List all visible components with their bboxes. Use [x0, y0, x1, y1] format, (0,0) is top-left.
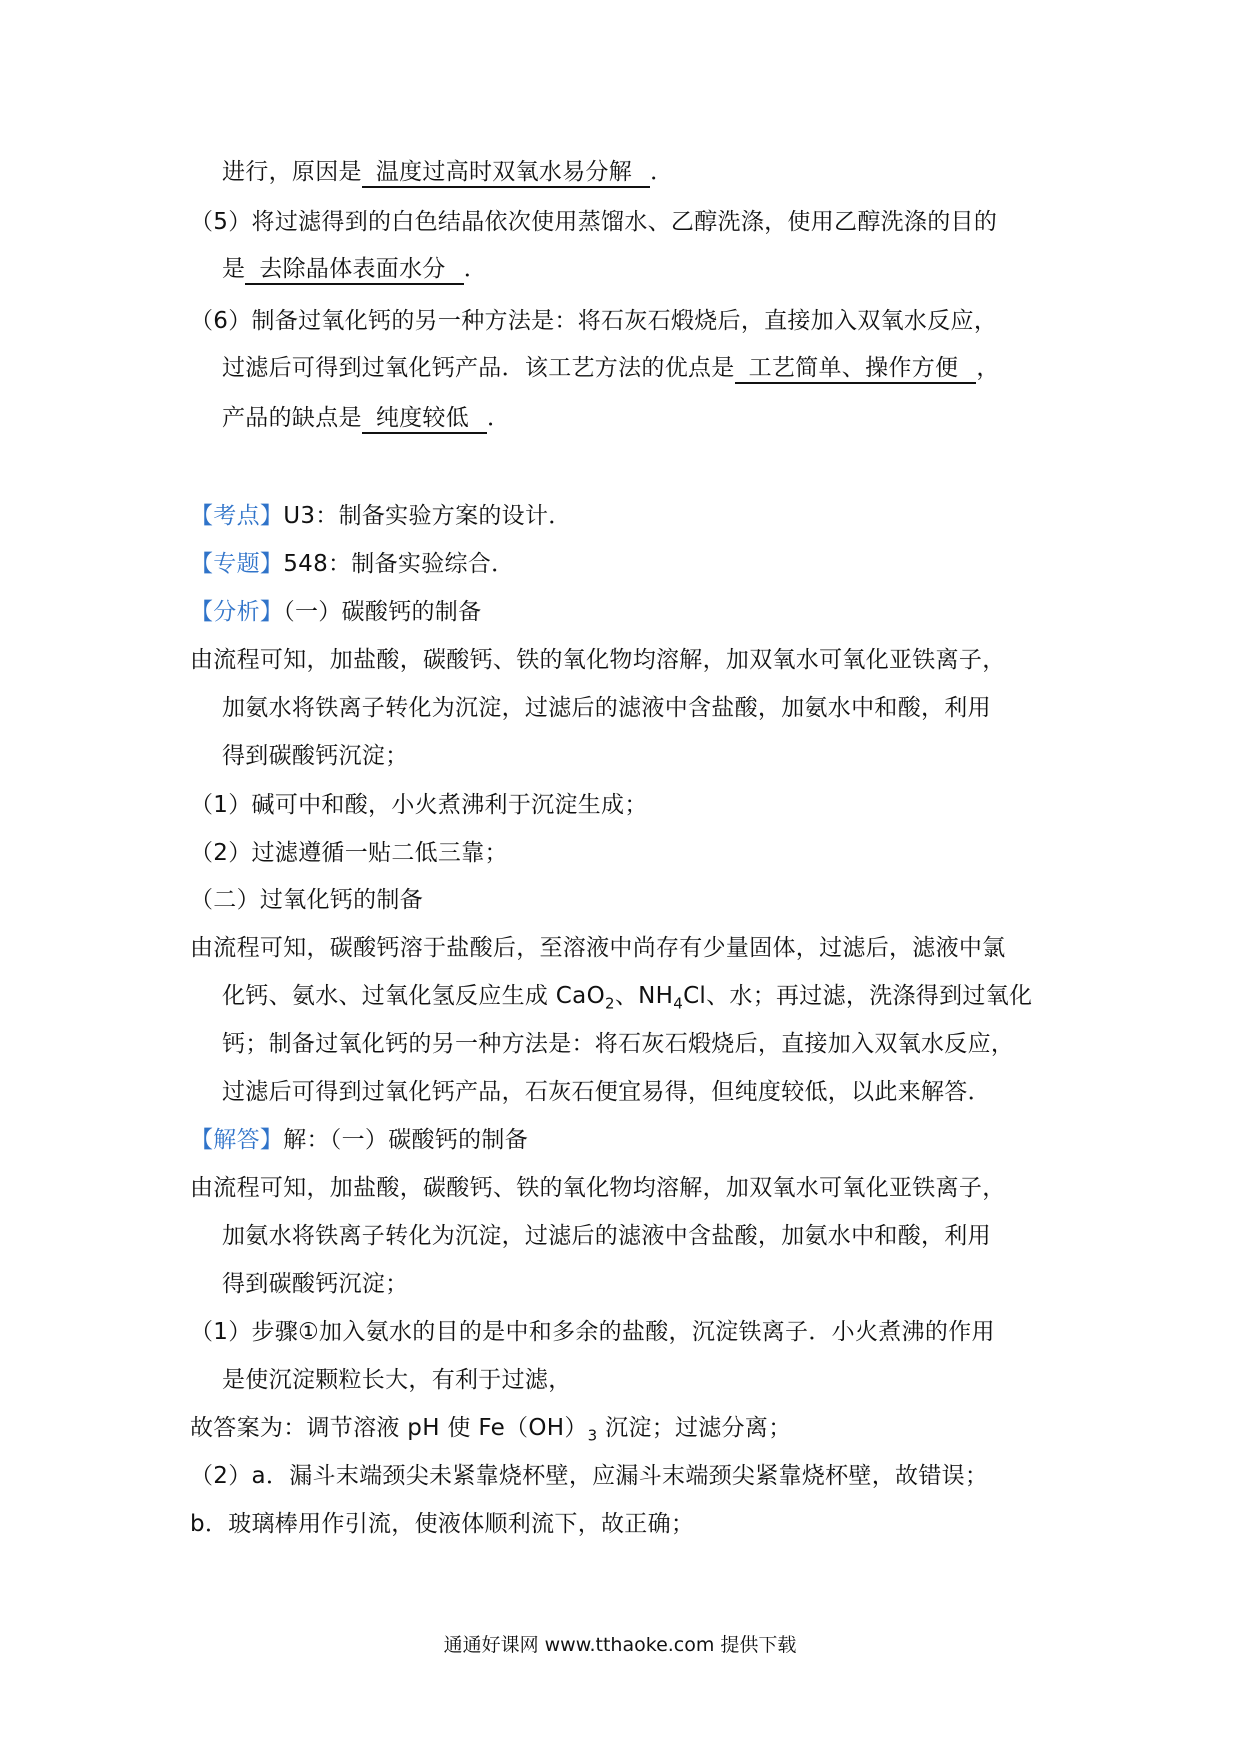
kaodian-line: [190, 501, 572, 531]
answer-heading: [190, 1125, 528, 1155]
footer-source: 通通好课网 www.tthaoke.com 提供下载: [443, 1634, 797, 1656]
kaodian-tag: 【考点】: [190, 503, 284, 529]
analysis-p2-line-3: 钙；制备过氧化钙的另一种方法是：将石灰石煅烧后，直接加入双氧水反应，: [222, 1031, 1015, 1057]
q6-line-3: [222, 403, 510, 434]
q4-answer-blank: 温度过高时双氧水易分解: [362, 159, 650, 188]
q6-punct: ，: [976, 355, 1000, 381]
analysis-item-1: （1）碱可中和酸，小火煮沸利于沉淀生成；: [190, 792, 648, 818]
answer-step1-final: [190, 1413, 792, 1443]
final-answer-text-a: 故答案为：调节溶液 pH 使 Fe（OH）: [190, 1415, 588, 1441]
answer-title: 解：（一）碳酸钙的制备: [283, 1127, 529, 1153]
q6-drawback-prefix: 产品的缺点是: [222, 405, 362, 431]
analysis-item-2: （2）过滤遵循一贴二低三靠；: [190, 840, 508, 866]
final-answer-text-b: 沉淀；过滤分离；: [597, 1415, 792, 1441]
q5-line-1: （5）将过滤得到的白色结晶依次使用蒸馏水、乙醇洗涤，使用乙醇洗涤的目的: [190, 209, 998, 235]
kaodian-text: U3：制备实验方案的设计．: [283, 503, 572, 529]
q5-punct: ．: [463, 256, 488, 282]
final-answer-sub: 3: [587, 1426, 598, 1445]
formula-sub-1: 2: [604, 994, 615, 1013]
analysis-tag: 【分析】: [190, 599, 284, 625]
answer-step1-line-2: 是使沉淀颗粒长大，有利于过滤，: [222, 1367, 572, 1393]
analysis-p1-line-2: 加氨水将铁离子转化为沉淀，过滤后的滤液中含盐酸，加氨水中和酸，利用: [222, 695, 991, 721]
analysis-part-2: （二）过氧化钙的制备: [190, 887, 423, 913]
q5-answer-blank: 去除晶体表面水分: [245, 256, 463, 285]
analysis-heading: [190, 597, 481, 627]
q4-tail-text: 进行，原因是: [222, 159, 362, 185]
zhuanti-text: 548：制备实验综合．: [283, 551, 515, 577]
answer-tag: 【解答】: [190, 1127, 284, 1153]
q4-tail-punct: ．: [650, 159, 674, 185]
formula-text-a: 化钙、氨水、过氧化氢反应生成 CaO: [222, 983, 605, 1009]
q6-answer-blank-advantage: 工艺简单、操作方便: [735, 355, 977, 384]
answer-step1-line-1: （1）步骤①加入氨水的目的是中和多余的盐酸，沉淀铁离子．小火煮沸的作用: [190, 1319, 995, 1345]
q4-tail-line: [222, 157, 673, 188]
analysis-title: （一）碳酸钙的制备: [283, 599, 482, 625]
q5-line-2: [222, 254, 487, 285]
answer-p1-line-2: 加氨水将铁离子转化为沉淀，过滤后的滤液中含盐酸，加氨水中和酸，利用: [222, 1223, 991, 1249]
q6-drawback-punct: ．: [487, 405, 511, 431]
formula-text-c: Cl、水；再过滤，洗涤得到过氧化: [683, 983, 1033, 1009]
formula-text-b: 、NH: [614, 983, 674, 1009]
analysis-p2-line-2: [222, 981, 1032, 1011]
q6-answer-blank-drawback: 纯度较低: [362, 405, 487, 434]
formula-sub-2: 4: [673, 994, 684, 1013]
answer-p1-line-1: 由流程可知，加盐酸，碳酸钙、铁的氧化物均溶解，加双氧水可氧化亚铁离子，: [190, 1175, 1006, 1201]
answer-p1-line-3: 得到碳酸钙沉淀；: [222, 1271, 409, 1297]
analysis-p1-line-1: 由流程可知，加盐酸，碳酸钙、铁的氧化物均溶解，加双氧水可氧化亚铁离子，: [190, 647, 1006, 673]
q6-line-1: （6）制备过氧化钙的另一种方法是：将石灰石煅烧后，直接加入双氧水反应，: [190, 308, 998, 334]
zhuanti-line: [190, 549, 514, 579]
analysis-p2-line-1: 由流程可知，碳酸钙溶于盐酸后，至溶液中尚存有少量固体，过滤后，滤液中氯: [190, 935, 1006, 961]
analysis-p1-line-3: 得到碳酸钙沉淀；: [222, 743, 409, 769]
q6-prefix: 过滤后可得到过氧化钙产品．该工艺方法的优点是: [222, 355, 735, 381]
zhuanti-tag: 【专题】: [190, 551, 284, 577]
q6-line-2: [222, 353, 1000, 384]
q5-prefix: 是: [222, 256, 246, 282]
answer-step2-a: （2）a．漏斗末端颈尖未紧靠烧杯壁，应漏斗末端颈尖紧靠烧杯壁，故错误；: [190, 1463, 989, 1489]
answer-step2-b: b．玻璃棒用作引流，使液体顺利流下，故正确；: [190, 1511, 695, 1537]
analysis-p2-line-4: 过滤后可得到过氧化钙产品，石灰石便宜易得，但纯度较低，以此来解答．: [222, 1079, 991, 1105]
